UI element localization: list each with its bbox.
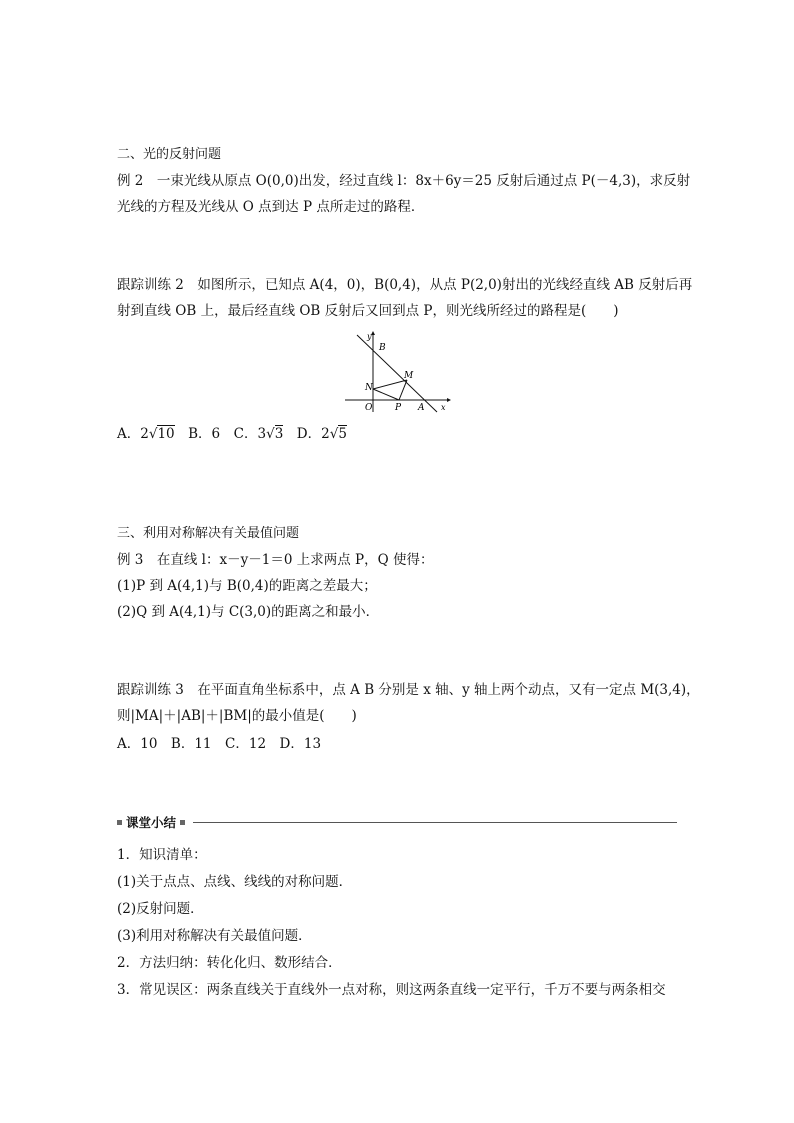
- option-b: B．6: [188, 426, 221, 442]
- label-p: P: [395, 403, 402, 413]
- example2-text: 一束光线从原点 O(0,0)出发，经过直线 l：8x＋6y＝25 反射后通过点 P(－4,3)，求反射: [156, 173, 691, 189]
- practice2-line2: 射到直线 OB 上，最后经直线 OB 反射后又回到点 P，则光线所经过的路程是( ): [117, 303, 619, 319]
- summary-line5: 2．方法归纳：转化化归、数形结合．: [117, 955, 342, 971]
- option-d-coef: 2: [321, 426, 330, 442]
- summary-line1: 1．知识清单：: [117, 847, 207, 863]
- practice2-options: A．2√10 B．6 C．3√3 D．2√5: [117, 426, 347, 442]
- practice2-line1: [117, 276, 692, 294]
- option-d-letter: D．: [296, 426, 322, 442]
- label-a: A: [418, 403, 425, 413]
- option-c-radicand: 3: [274, 426, 284, 442]
- summary-title: 课堂小结: [126, 815, 177, 830]
- summary-title-wrap: [117, 815, 185, 831]
- summary-left-square-icon: [117, 820, 122, 825]
- example3-line1: [117, 551, 433, 569]
- label-m: M: [404, 371, 414, 381]
- option-a-coef: 2: [140, 426, 149, 442]
- summary-line3: (2)反射问题．: [117, 901, 204, 917]
- summary-line2: (1)关于点点、点线、线线的对称问题．: [117, 874, 353, 890]
- section2-heading: 二、光的反射问题: [117, 147, 222, 162]
- x-axis-arrow: [447, 398, 451, 402]
- summary-divider: [193, 822, 677, 823]
- option-d-radicand: 5: [338, 426, 347, 442]
- label-o: O: [365, 403, 373, 413]
- y-axis-arrow: [371, 331, 375, 335]
- practice2-text: 如图所示，已知点 A(4，0)，B(0,4)，从点 P(2,0)射出的光线经直线 AB 反射后再: [197, 277, 693, 293]
- summary-line6: 3．常见误区：两条直线关于直线外一点对称，则这两条直线一定平行，千万不要与两条相交: [117, 982, 666, 998]
- ray-np: [373, 389, 399, 400]
- example2-line1: [117, 172, 690, 190]
- option-c-letter: C．: [233, 426, 258, 442]
- summary-line4: (3)利用对称解决有关最值问题．: [117, 928, 312, 944]
- example2-line2: 光线的方程及光线从 O 点到达 P 点所走过的路程．: [117, 199, 425, 215]
- example3-item2: (2)Q 到 A(4,1)与 C(3,0)的距离之和最小．: [117, 604, 380, 620]
- practice3-line2: 则|MA|＋|AB|＋|BM|的最小值是( ): [117, 708, 357, 724]
- option-c-coef: 3: [257, 426, 267, 442]
- section3-heading: 三、利用对称解决有关最值问题: [117, 526, 300, 541]
- label-x: x: [441, 403, 446, 412]
- label-y: y: [367, 332, 372, 341]
- practice2-label: 跟踪训练 2: [117, 277, 184, 293]
- example3-label: 例 3: [117, 552, 144, 568]
- practice3-label: 跟踪训练 3: [117, 682, 184, 698]
- summary-right-square-icon: [180, 820, 185, 825]
- option-a-letter: A．: [117, 426, 141, 442]
- example3-item1: (1)P 到 A(4,1)与 B(0,4)的距离之差最大；: [117, 578, 377, 594]
- example2-label: 例 2: [117, 173, 144, 189]
- practice3-options: A．10 B．11 C．12 D．13: [117, 736, 322, 752]
- summary-header: [117, 815, 677, 831]
- option-a-radicand: 10: [157, 426, 175, 442]
- practice3-line1: [117, 681, 700, 699]
- practice3-text: 在平面直角坐标系中，点 A B 分别是 x 轴、y 轴上两个动点，又有一定点 M(3,4)，: [197, 682, 700, 698]
- reflection-figure: [340, 330, 455, 415]
- label-b: B: [379, 343, 386, 353]
- ray-pm: [399, 380, 407, 400]
- example3-text: 在直线 l：x－y－1＝0 上求两点 P，Q 使得：: [156, 552, 434, 568]
- label-n: N: [365, 383, 373, 393]
- ray-mn: [373, 380, 407, 389]
